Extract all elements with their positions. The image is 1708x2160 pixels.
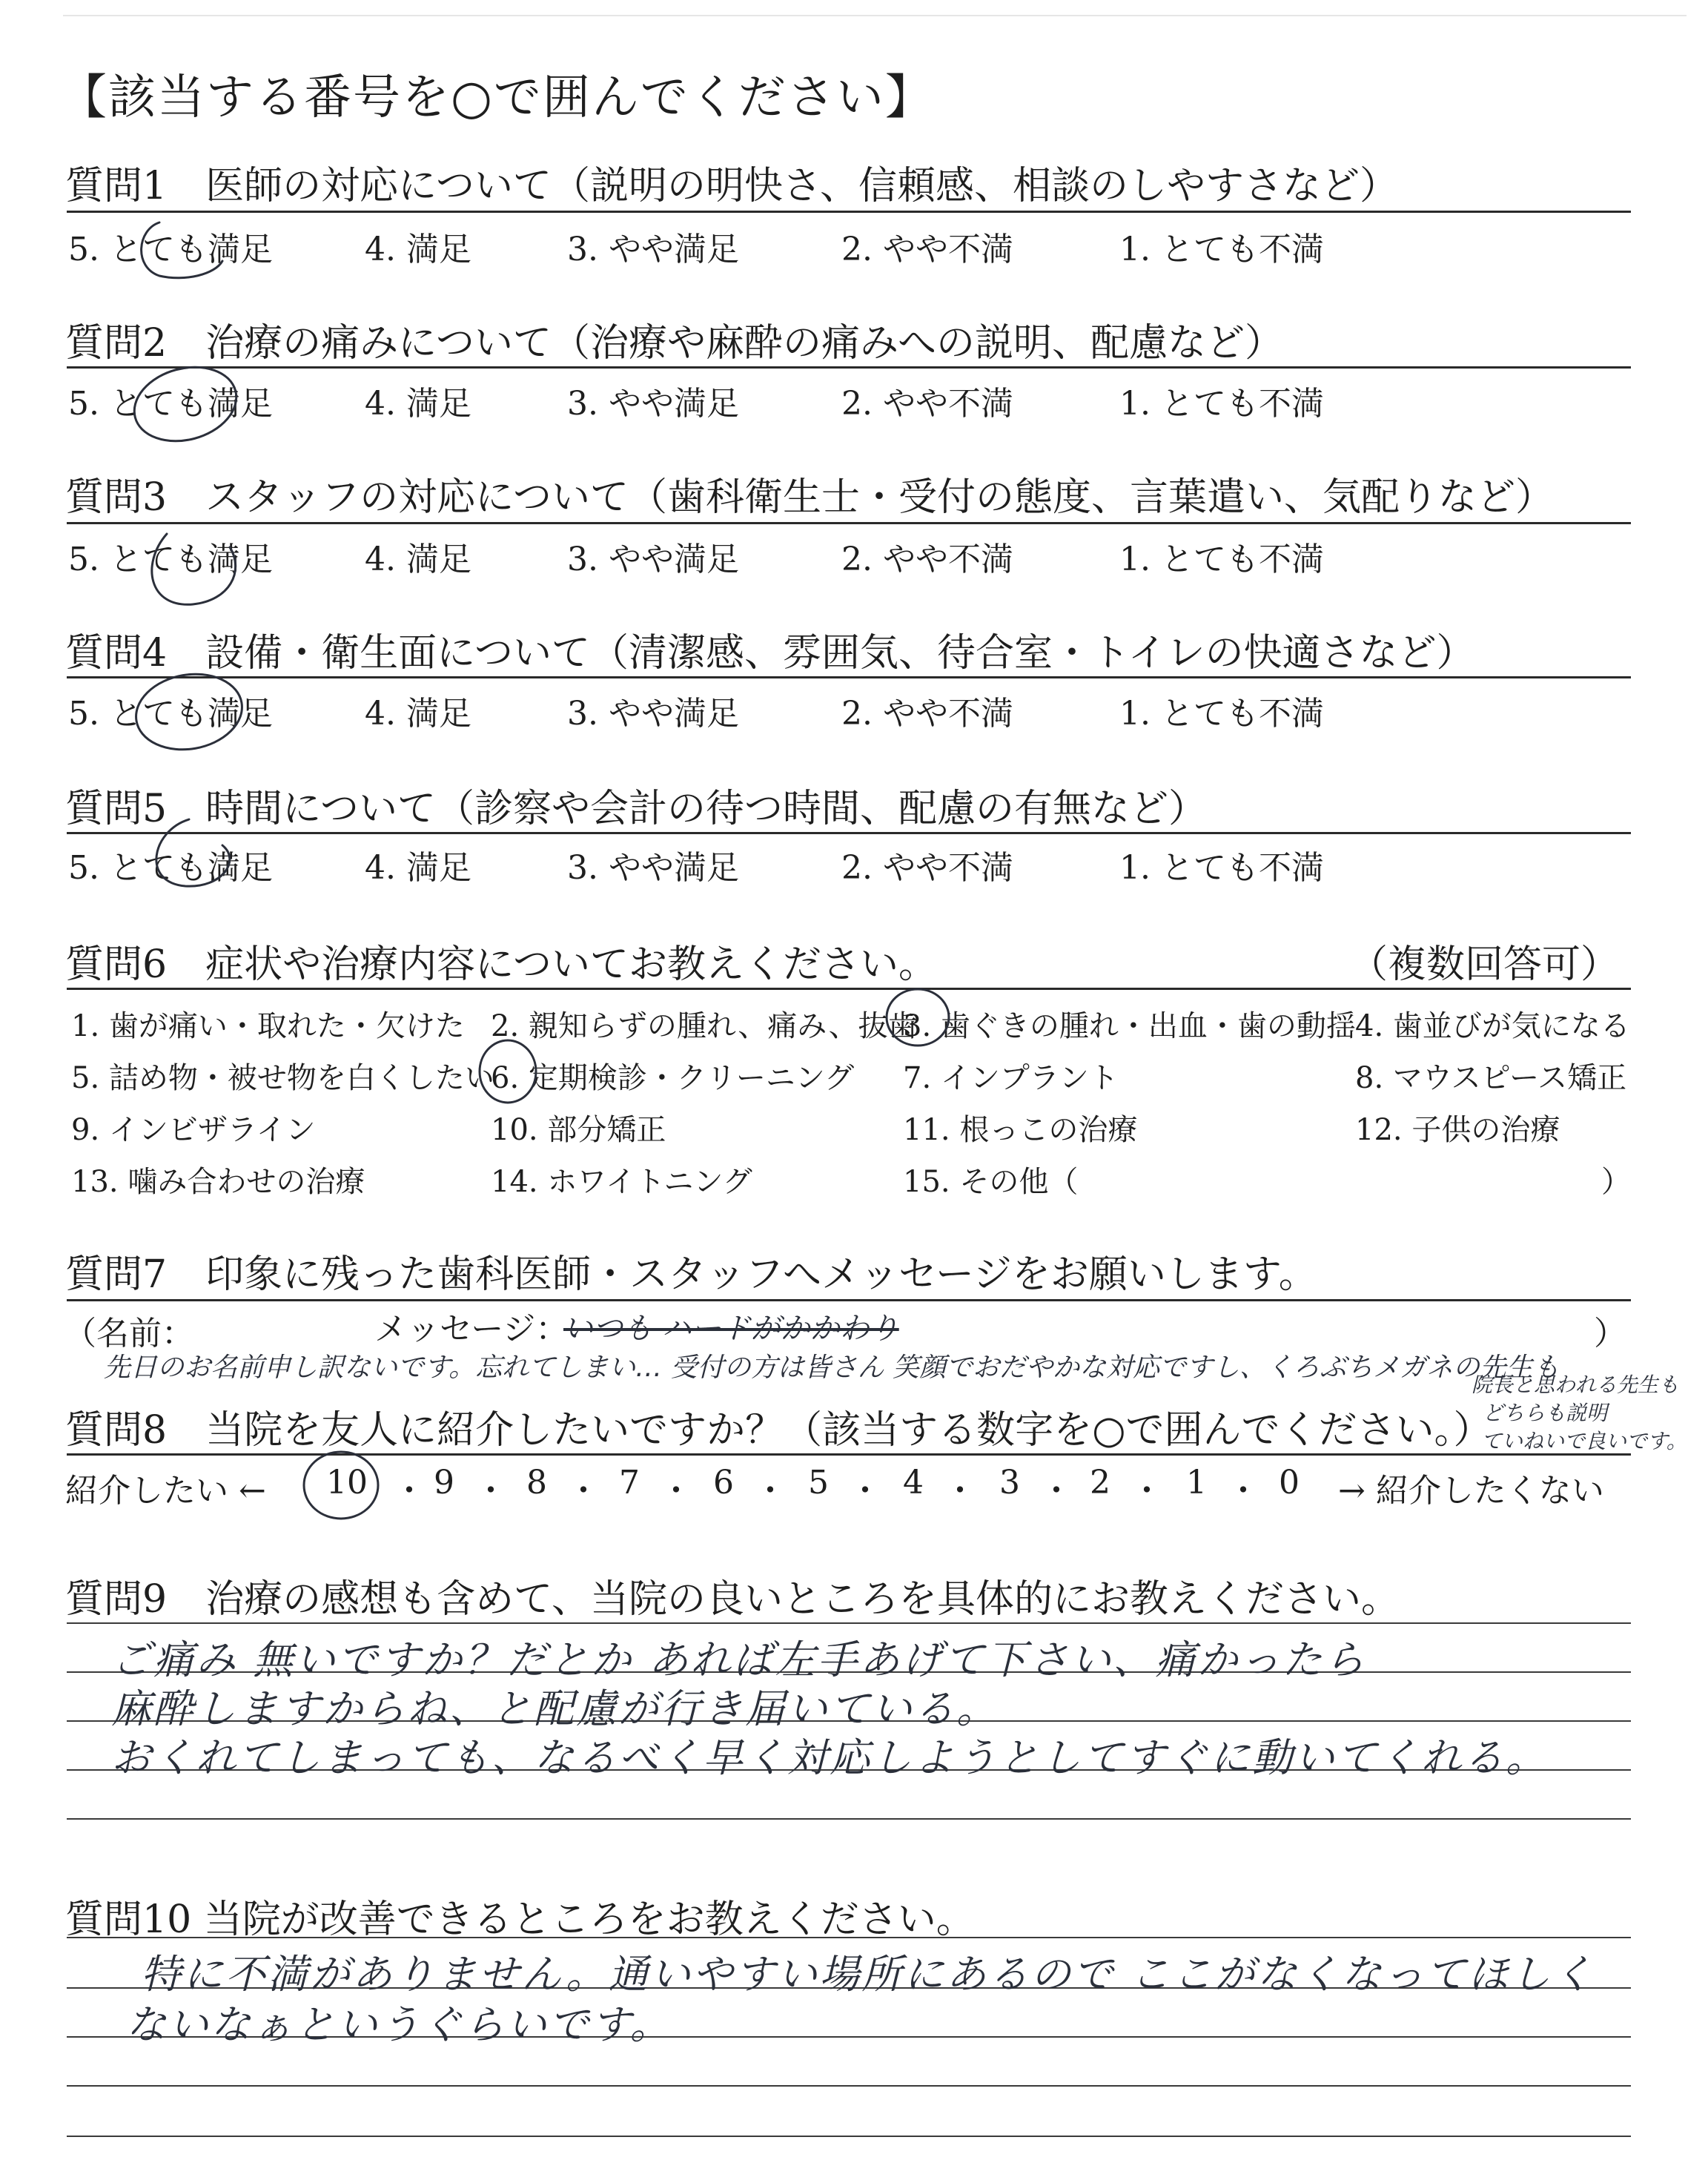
question-4-rule xyxy=(67,676,1631,678)
q7-message-label: メッセージ： xyxy=(374,1310,569,1348)
q1-option-5[interactable]: 5. とても満足 xyxy=(68,231,273,268)
q3-option-3[interactable]: 3. やや満足 xyxy=(567,541,739,578)
question-10-title: 質問10 当院が改善できるところをお教えください。 xyxy=(65,1898,975,1942)
q5-option-4[interactable]: 4. 満足 xyxy=(365,849,471,887)
q2-option-5[interactable]: 5. とても満足 xyxy=(68,385,273,423)
q9-line-1 xyxy=(67,1622,1631,1624)
page-top-edge xyxy=(63,15,1687,16)
q8-score-10[interactable]: 10 xyxy=(326,1464,368,1502)
q6-option-7[interactable]: 7. インプラント xyxy=(903,1061,1119,1095)
question-3-rule xyxy=(67,522,1631,524)
q8-right-label: → 紹介したくない xyxy=(1338,1472,1604,1510)
question-5-rule xyxy=(67,832,1631,834)
question-3-title: 質問3 スタッフの対応について（歯科衛生士・受付の態度、言葉遣い、気配りなど） xyxy=(65,475,1555,520)
question-5-title: 質問5 時間について（診察や会計の待つ時間、配慮の有無など） xyxy=(65,787,1208,831)
q3-option-1[interactable]: 1. とても不満 xyxy=(1119,541,1324,578)
question-2-title: 質問2 治療の痛みについて（治療や麻酔の痛みへの説明、配慮など） xyxy=(65,321,1284,366)
q6-option-9[interactable]: 9. インビザライン xyxy=(71,1113,316,1147)
q10-answer-line-1[interactable]: 特に不満がありません。通いやすい場所にあるので ここがなくなってほしく xyxy=(141,1951,1595,1998)
q8-score-9[interactable]: 9 xyxy=(434,1464,454,1502)
q8-sep: ・ xyxy=(567,1472,600,1510)
question-7-rule xyxy=(67,1299,1631,1301)
q6-option-14[interactable]: 14. ホワイトニング xyxy=(491,1165,752,1199)
q8-sep: ・ xyxy=(849,1472,881,1510)
q10-line-4 xyxy=(67,2085,1631,2087)
q4-option-3[interactable]: 3. やや満足 xyxy=(567,695,739,733)
question-1-title: 質問1 医師の対応について（説明の明快さ、信頼感、相談のしやすさなど） xyxy=(65,164,1398,208)
question-6-title: 質問6 症状や治療内容についてお教えください。 xyxy=(65,942,938,987)
q10-line-5 xyxy=(67,2136,1631,2137)
q7-handwritten-line-3: どちらも説明 xyxy=(1483,1401,1608,1425)
q8-sep: ・ xyxy=(660,1472,692,1510)
q6-option-12[interactable]: 12. 子供の治療 xyxy=(1355,1113,1560,1147)
q4-option-5[interactable]: 5. とても満足 xyxy=(68,695,273,733)
q7-handwritten-line-1[interactable]: 先日のお名前申し訳ないです。忘れてしまい… 受付の方は皆さん 笑顔でおだやかな対応ですし、くろぶちメガネの先生も xyxy=(104,1353,1560,1383)
q1-option-4[interactable]: 4. 満足 xyxy=(365,231,471,268)
q9-line-5 xyxy=(67,1818,1631,1820)
q8-sep: ・ xyxy=(754,1472,787,1510)
q2-option-3[interactable]: 3. やや満足 xyxy=(567,385,739,423)
q9-answer-line-1[interactable]: ご痛み 無いですか？だとか あれば左手あげて下さい、痛かったら xyxy=(111,1636,1367,1683)
q8-score-2[interactable]: 2 xyxy=(1090,1464,1110,1502)
question-6-multi-note: （複数回答可） xyxy=(1349,942,1620,987)
q8-sep: ・ xyxy=(1040,1472,1073,1510)
question-6-rule xyxy=(67,988,1631,990)
q5-option-3[interactable]: 3. やや満足 xyxy=(567,849,739,887)
q2-option-1[interactable]: 1. とても不満 xyxy=(1119,385,1324,423)
q3-option-2[interactable]: 2. やや不満 xyxy=(841,541,1013,578)
q9-answer-line-3[interactable]: おくれてしまっても、なるべく早く対応しようとしてすぐに動いてくれる。 xyxy=(111,1734,1548,1781)
q8-score-7[interactable]: 7 xyxy=(619,1464,640,1502)
question-4-title: 質問4 設備・衛生面について（清潔感、雰囲気、待合室・トイレの快適さなど） xyxy=(65,631,1475,676)
q7-handwritten-line-4: ていねいで良いです。 xyxy=(1481,1429,1687,1453)
q6-option-5[interactable]: 5. 詰め物・被せ物を白くしたい xyxy=(71,1061,494,1095)
q8-score-1[interactable]: 1 xyxy=(1186,1464,1207,1502)
q2-option-4[interactable]: 4. 満足 xyxy=(365,385,471,423)
q6-option-15[interactable]: 15. その他（ xyxy=(903,1165,1079,1199)
question-9-title: 質問9 治療の感想も含めて、当院の良いところを具体的にお教えください。 xyxy=(65,1577,1400,1622)
question-8-title: 質問8 当院を友人に紹介したいですか？（該当する数字を○で囲んでください。） xyxy=(65,1408,1492,1453)
q6-option-3[interactable]: 3. 歯ぐきの腫れ・出血・歯の動揺 xyxy=(903,1009,1356,1043)
q6-option-8[interactable]: 8. マウスピース矯正 xyxy=(1355,1061,1627,1095)
q8-score-5[interactable]: 5 xyxy=(808,1464,829,1502)
question-2-rule xyxy=(67,366,1631,369)
q5-option-2[interactable]: 2. やや不満 xyxy=(841,849,1013,887)
q7-name-label: （名前： xyxy=(64,1315,194,1353)
q1-option-2[interactable]: 2. やや不満 xyxy=(841,231,1013,268)
q1-option-3[interactable]: 3. やや満足 xyxy=(567,231,739,268)
q8-left-label: 紹介したい ← xyxy=(65,1472,266,1510)
question-7-title: 質問7 印象に残った歯科医師・スタッフへメッセージをお願いします。 xyxy=(65,1252,1317,1297)
q3-option-4[interactable]: 4. 満足 xyxy=(365,541,471,578)
q8-score-0[interactable]: 0 xyxy=(1279,1464,1300,1502)
q2-option-2[interactable]: 2. やや不満 xyxy=(841,385,1013,423)
q8-sep: ・ xyxy=(1227,1472,1260,1510)
q6-option-2[interactable]: 2. 親知らずの腫れ、痛み、抜歯 xyxy=(491,1009,918,1043)
q4-option-4[interactable]: 4. 満足 xyxy=(365,695,471,733)
q1-option-1[interactable]: 1. とても不満 xyxy=(1119,231,1324,268)
q9-answer-line-2[interactable]: 麻酔しますからね、と配慮が行き届いている。 xyxy=(111,1685,999,1732)
q8-sep: ・ xyxy=(393,1472,426,1510)
q8-sep: ・ xyxy=(1131,1472,1163,1510)
q10-line-1 xyxy=(67,1937,1631,1938)
q6-option-4[interactable]: 4. 歯並びが気になる xyxy=(1355,1009,1630,1043)
q8-score-6[interactable]: 6 xyxy=(713,1464,734,1502)
q8-score-4[interactable]: 4 xyxy=(903,1464,924,1502)
q6-option-1[interactable]: 1. 歯が痛い・取れた・欠けた xyxy=(71,1009,465,1043)
question-1-rule xyxy=(67,211,1631,213)
q4-option-2[interactable]: 2. やや不満 xyxy=(841,695,1013,733)
q7-struck-text: いつも ハードがかかわり xyxy=(563,1312,899,1346)
q3-option-5[interactable]: 5. とても満足 xyxy=(68,541,273,578)
q6-option-13[interactable]: 13. 噛み合わせの治療 xyxy=(71,1165,365,1199)
q5-option-5[interactable]: 5. とても満足 xyxy=(68,849,273,887)
q4-option-1[interactable]: 1. とても不満 xyxy=(1119,695,1324,733)
q6-option-11[interactable]: 11. 根っこの治療 xyxy=(903,1113,1138,1147)
q7-close-paren: ） xyxy=(1594,1315,1626,1353)
q10-answer-line-2[interactable]: ないなぁというぐらいです。 xyxy=(126,2001,672,2048)
q6-option-15-close: ） xyxy=(1601,1165,1631,1199)
q5-option-1[interactable]: 1. とても不満 xyxy=(1119,849,1324,887)
q6-option-6[interactable]: 6. 定期検診・クリーニング xyxy=(491,1061,855,1095)
q6-option-10[interactable]: 10. 部分矯正 xyxy=(491,1113,666,1147)
q7-handwritten-line-2: 院長と思われる先生も xyxy=(1472,1373,1680,1397)
q8-sep: ・ xyxy=(944,1472,976,1510)
q8-sep: ・ xyxy=(474,1472,507,1510)
question-8-rule xyxy=(67,1453,1631,1456)
q8-score-3[interactable]: 3 xyxy=(999,1464,1020,1502)
survey-heading: 【該当する番号を○で囲んでください】 xyxy=(59,70,934,125)
q8-score-8[interactable]: 8 xyxy=(526,1464,547,1502)
